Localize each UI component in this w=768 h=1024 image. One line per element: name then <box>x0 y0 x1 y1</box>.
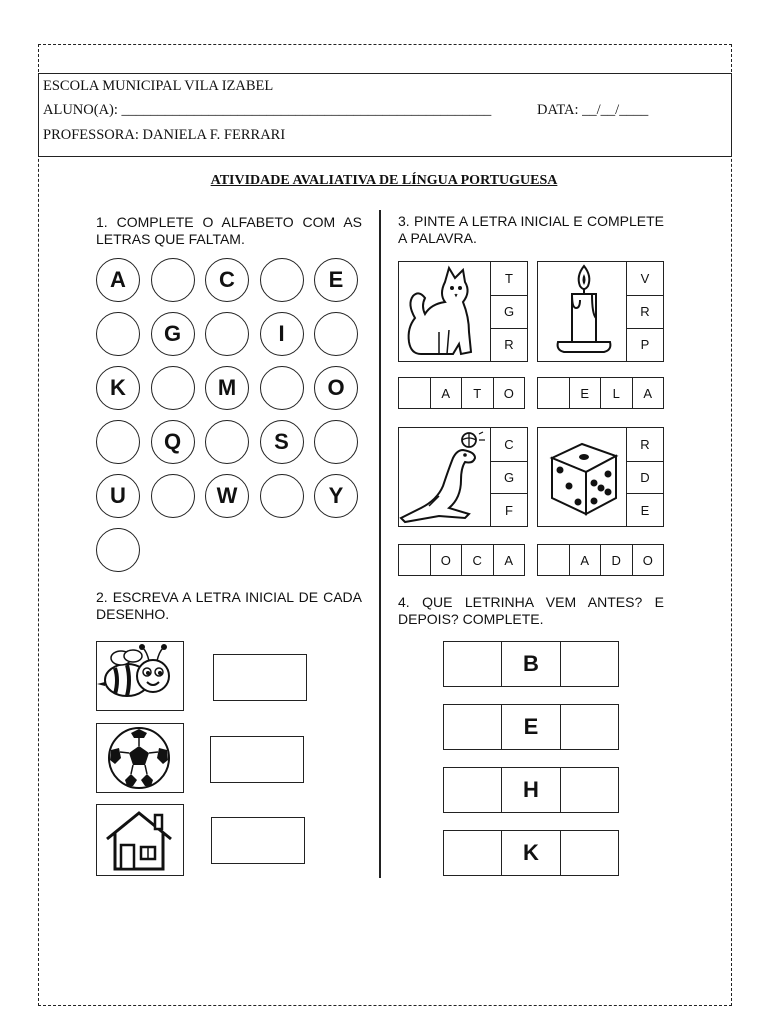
word-letter: C <box>461 545 493 575</box>
alphabet-letter-circle: W <box>205 474 249 518</box>
alphabet-blank-circle[interactable] <box>314 420 358 464</box>
after-letter-box[interactable] <box>560 642 618 686</box>
given-letter: K <box>501 831 559 875</box>
alphabet-letter-circle: M <box>205 366 249 410</box>
word-letter: O <box>430 545 462 575</box>
word-letter: A <box>569 545 601 575</box>
letter-option[interactable]: R <box>627 295 663 328</box>
answer-box-ball[interactable] <box>210 736 304 783</box>
alphabet-letter-circle: S <box>260 420 304 464</box>
word-letter-blank[interactable] <box>538 545 569 575</box>
date-field[interactable]: DATA: __/__/____ <box>537 102 649 118</box>
soccer-ball-icon <box>96 723 184 793</box>
dice-icon <box>538 428 628 526</box>
alphabet-blank-circle[interactable] <box>260 474 304 518</box>
alphabet-blank-circle[interactable] <box>96 312 140 356</box>
sequence-row <box>443 830 619 876</box>
word-letter-blank[interactable] <box>538 378 569 408</box>
alphabet-letter-circle: G <box>151 312 195 356</box>
letter-option[interactable]: V <box>640 270 650 286</box>
alphabet-letter-circle: I <box>260 312 304 356</box>
alphabet-blank-circle[interactable] <box>205 420 249 464</box>
word-letter-blank[interactable] <box>399 378 430 408</box>
sequence-row <box>443 704 619 750</box>
letter-options <box>490 262 527 361</box>
header-box <box>38 73 732 157</box>
alphabet-blank-circle[interactable] <box>205 312 249 356</box>
letter-option[interactable]: P <box>627 328 663 361</box>
card-candle <box>537 261 664 362</box>
letter-options <box>626 428 663 526</box>
word-row-cat <box>398 377 525 409</box>
letter-option[interactable]: R <box>640 436 650 452</box>
card-dice <box>537 427 664 527</box>
alphabet-blank-circle[interactable] <box>96 528 140 572</box>
letter-option[interactable]: R <box>491 328 527 361</box>
word-row-candle <box>537 377 664 409</box>
school-name: ESCOLA MUNICIPAL VILA IZABEL <box>43 78 274 94</box>
word-letter: A <box>493 545 525 575</box>
word-letter: D <box>600 545 632 575</box>
word-letter: A <box>632 378 664 408</box>
bee-icon <box>96 641 184 711</box>
letter-options <box>490 428 527 526</box>
given-letter: E <box>501 705 559 749</box>
alphabet-blank-circle[interactable] <box>151 258 195 302</box>
given-letter: H <box>501 768 559 812</box>
before-letter-box[interactable] <box>444 705 501 749</box>
sequence-row <box>443 641 619 687</box>
alphabet-letter-circle: U <box>96 474 140 518</box>
letter-option[interactable]: G <box>491 295 527 328</box>
candle-icon <box>538 262 628 361</box>
before-letter-box[interactable] <box>444 831 501 875</box>
given-letter: B <box>501 642 559 686</box>
alphabet-blank-circle[interactable] <box>96 420 140 464</box>
alphabet-letter-circle: C <box>205 258 249 302</box>
word-row-seal <box>398 544 525 576</box>
alphabet-blank-circle[interactable] <box>260 258 304 302</box>
after-letter-box[interactable] <box>560 705 618 749</box>
letter-option[interactable]: G <box>491 461 527 494</box>
after-letter-box[interactable] <box>560 768 618 812</box>
alphabet-letter-circle: A <box>96 258 140 302</box>
letter-option[interactable]: D <box>627 461 663 494</box>
teacher-name: PROFESSORA: DANIELA F. FERRARI <box>43 127 286 143</box>
word-letter: A <box>430 378 462 408</box>
question-3-text: 3. PINTE A LETRA INICIAL E COMPLETE A PALAVRA. <box>398 213 664 246</box>
cat-icon <box>399 262 491 361</box>
student-field[interactable]: ALUNO(A): ___________________________________________________ <box>43 102 492 118</box>
letter-option[interactable]: C <box>504 436 514 452</box>
letter-options <box>626 262 663 361</box>
alphabet-blank-circle[interactable] <box>151 474 195 518</box>
question-1-text: 1. COMPLETE O ALFABETO COM AS LETRAS QUE FALTAM. <box>96 214 362 247</box>
letter-option[interactable]: E <box>627 493 663 526</box>
alphabet-blank-circle[interactable] <box>151 366 195 410</box>
seal-icon <box>399 428 491 526</box>
card-seal <box>398 427 528 527</box>
word-letter: O <box>632 545 664 575</box>
letter-option[interactable]: F <box>491 493 527 526</box>
word-letter: E <box>569 378 601 408</box>
sequence-row <box>443 767 619 813</box>
question-4-text: 4. QUE LETRINHA VEM ANTES? E DEPOIS? COMPLETE. <box>398 594 664 627</box>
alphabet-letter-circle: Y <box>314 474 358 518</box>
word-letter-blank[interactable] <box>399 545 430 575</box>
alphabet-letter-circle: O <box>314 366 358 410</box>
card-cat <box>398 261 528 362</box>
answer-box-house[interactable] <box>211 817 305 864</box>
alphabet-blank-circle[interactable] <box>314 312 358 356</box>
word-letter: O <box>493 378 525 408</box>
letter-option[interactable]: T <box>505 270 513 286</box>
alphabet-blank-circle[interactable] <box>260 366 304 410</box>
page-title: ATIVIDADE AVALIATIVA DE LÍNGUA PORTUGUESA <box>210 173 558 188</box>
before-letter-box[interactable] <box>444 768 501 812</box>
question-2-text: 2. ESCREVA A LETRA INICIAL DE CADA DESENHO. <box>96 589 362 622</box>
alphabet-letter-circle: Q <box>151 420 195 464</box>
alphabet-letter-circle: E <box>314 258 358 302</box>
column-divider <box>379 210 381 878</box>
alphabet-letter-circle: K <box>96 366 140 410</box>
word-row-dice <box>537 544 664 576</box>
word-letter: T <box>461 378 493 408</box>
word-letter: L <box>600 378 632 408</box>
answer-box-bee[interactable] <box>213 654 307 701</box>
house-icon <box>96 804 184 876</box>
after-letter-box[interactable] <box>560 831 618 875</box>
before-letter-box[interactable] <box>444 642 501 686</box>
